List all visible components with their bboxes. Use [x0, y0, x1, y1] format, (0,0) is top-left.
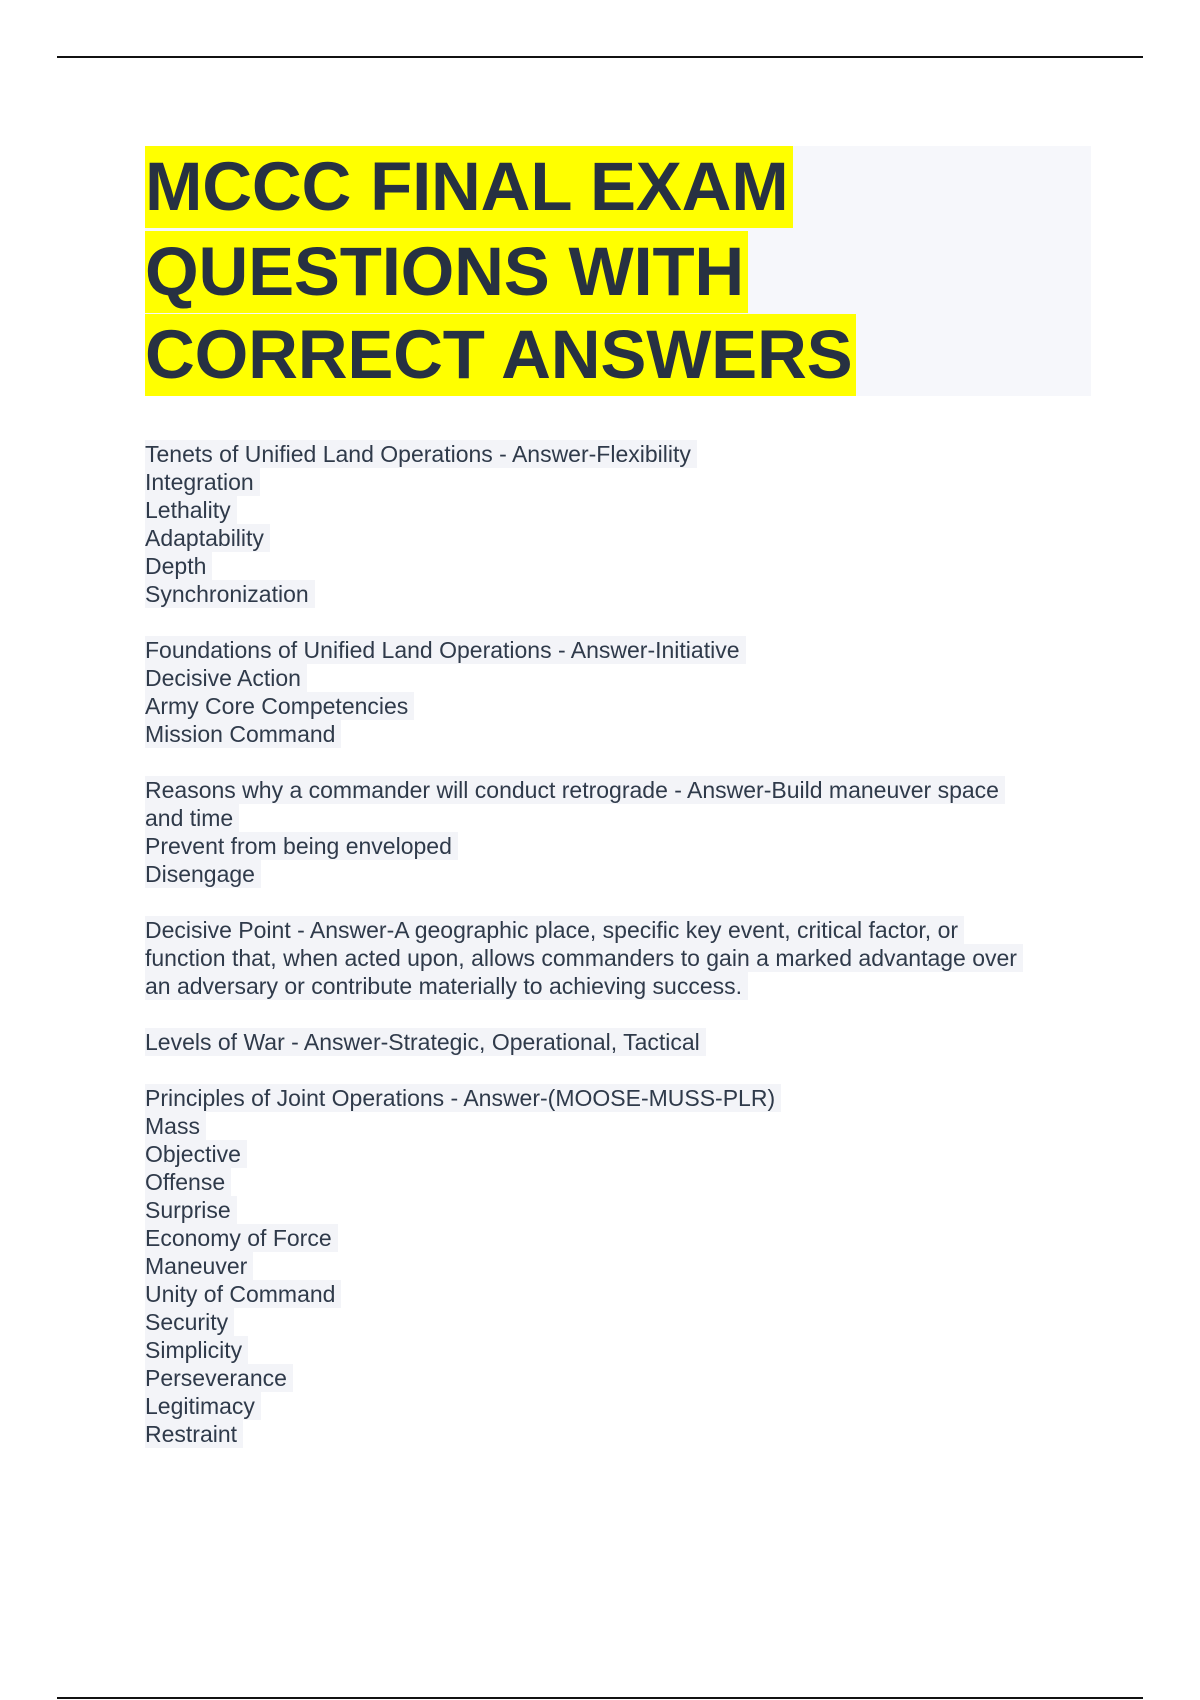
answer-line: Surprise — [145, 1196, 1075, 1224]
answer-line: Synchronization — [145, 580, 1075, 608]
qa-entry-levels-of-war — [145, 1028, 1075, 1056]
answer-line: Prevent from being enveloped — [145, 832, 1075, 860]
answer-line: Disengage — [145, 860, 1075, 888]
answer-line: Lethality — [145, 496, 1075, 524]
answer-line: Integration — [145, 468, 1075, 496]
answer-line: and time — [145, 804, 1075, 832]
answer-line: Mission Command — [145, 720, 1075, 748]
answer-line: an adversary or contribute materially to achieving success. — [145, 972, 1075, 1000]
qa-entry-joint-operations — [145, 1084, 1075, 1448]
answer-line: Unity of Command — [145, 1280, 1075, 1308]
document-title-line-3: CORRECT ANSWERS — [145, 314, 856, 396]
answer-line: Restraint — [145, 1420, 1075, 1448]
answer-line: Security — [145, 1308, 1075, 1336]
question-line: Decisive Point - Answer-A geographic place, specific key event, critical factor, or — [145, 916, 1075, 944]
document-title-line-2: QUESTIONS WITH — [145, 231, 748, 313]
answer-line: Adaptability — [145, 524, 1075, 552]
answer-line: Maneuver — [145, 1252, 1075, 1280]
answer-line: Decisive Action — [145, 664, 1075, 692]
answer-line: Depth — [145, 552, 1075, 580]
answer-line: Economy of Force — [145, 1224, 1075, 1252]
answer-line: Objective — [145, 1140, 1075, 1168]
question-line: Principles of Joint Operations - Answer-(MOOSE-MUSS-PLR) — [145, 1084, 1075, 1112]
qa-entry-tenets — [145, 440, 1075, 608]
qa-list — [145, 440, 1075, 1476]
answer-line: Perseverance — [145, 1364, 1075, 1392]
answer-line: Mass — [145, 1112, 1075, 1140]
answer-line: Legitimacy — [145, 1392, 1075, 1420]
qa-entry-retrograde — [145, 776, 1075, 888]
question-line: Tenets of Unified Land Operations - Answer-Flexibility — [145, 440, 1075, 468]
document-title-line-1: MCCC FINAL EXAM — [145, 146, 793, 228]
question-line: Levels of War - Answer-Strategic, Operational, Tactical — [145, 1028, 1075, 1056]
answer-line: Offense — [145, 1168, 1075, 1196]
bottom-rule — [57, 1697, 1143, 1699]
answer-line: Simplicity — [145, 1336, 1075, 1364]
top-rule — [57, 56, 1143, 58]
qa-entry-decisive-point — [145, 916, 1075, 1000]
answer-line: function that, when acted upon, allows commanders to gain a marked advantage over — [145, 944, 1075, 972]
question-line: Reasons why a commander will conduct retrograde - Answer-Build maneuver space — [145, 776, 1075, 804]
qa-entry-foundations — [145, 636, 1075, 748]
question-line: Foundations of Unified Land Operations - Answer-Initiative — [145, 636, 1075, 664]
answer-line: Army Core Competencies — [145, 692, 1075, 720]
